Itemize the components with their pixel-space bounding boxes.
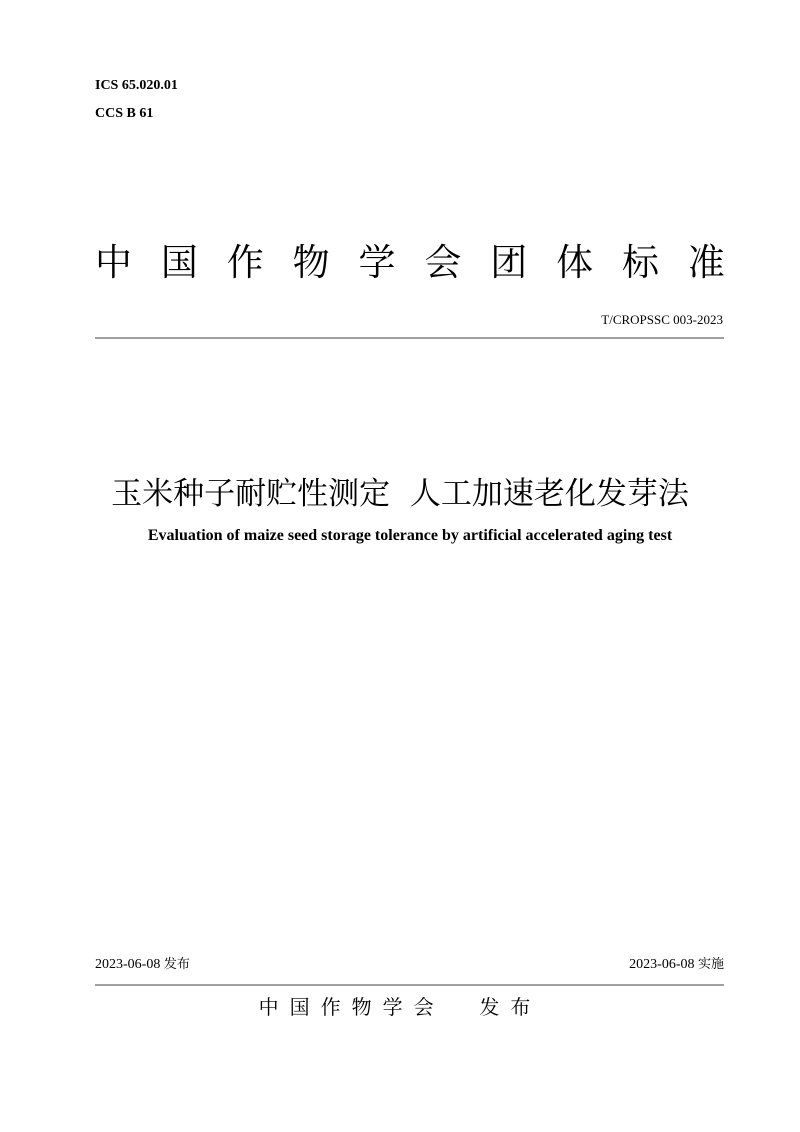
standard-type-char: 国 — [160, 241, 198, 284]
ics-code: ICS 65.020.01 — [95, 78, 178, 93]
ccs-code: CCS B 61 — [95, 106, 154, 121]
standard-type-char: 团 — [490, 241, 528, 284]
standard-type-char: 学 — [358, 241, 396, 284]
release-date-line — [95, 956, 190, 974]
publisher: 中国作物学会 发布 — [258, 995, 542, 1019]
release-date: 2023-06-08 — [95, 957, 161, 972]
standard-type-title — [95, 240, 725, 286]
standard-type-char: 中 — [95, 241, 132, 284]
implementation-date: 2023-06-08 — [629, 957, 695, 972]
implementation-label: 实施 — [697, 957, 724, 972]
document-title-chinese: 玉米种子耐贮性测定 人工加速老化发芽法 — [111, 476, 689, 512]
standard-type-char: 体 — [556, 241, 594, 284]
standard-type-char: 准 — [687, 241, 725, 284]
standard-type-char: 作 — [226, 241, 264, 284]
implementation-date-line — [629, 956, 724, 974]
release-label: 发布 — [163, 957, 190, 972]
bottom-divider — [95, 984, 724, 986]
top-divider — [95, 337, 724, 339]
standard-type-char: 标 — [622, 241, 659, 284]
document-title-english: Evaluation of maize seed storage tolerance by artificial accelerated aging test — [147, 527, 673, 544]
standard-type-char: 会 — [424, 241, 462, 284]
standard-number: T/CROPSSC 003-2023 — [601, 312, 723, 327]
standard-type-char: 物 — [292, 241, 330, 284]
